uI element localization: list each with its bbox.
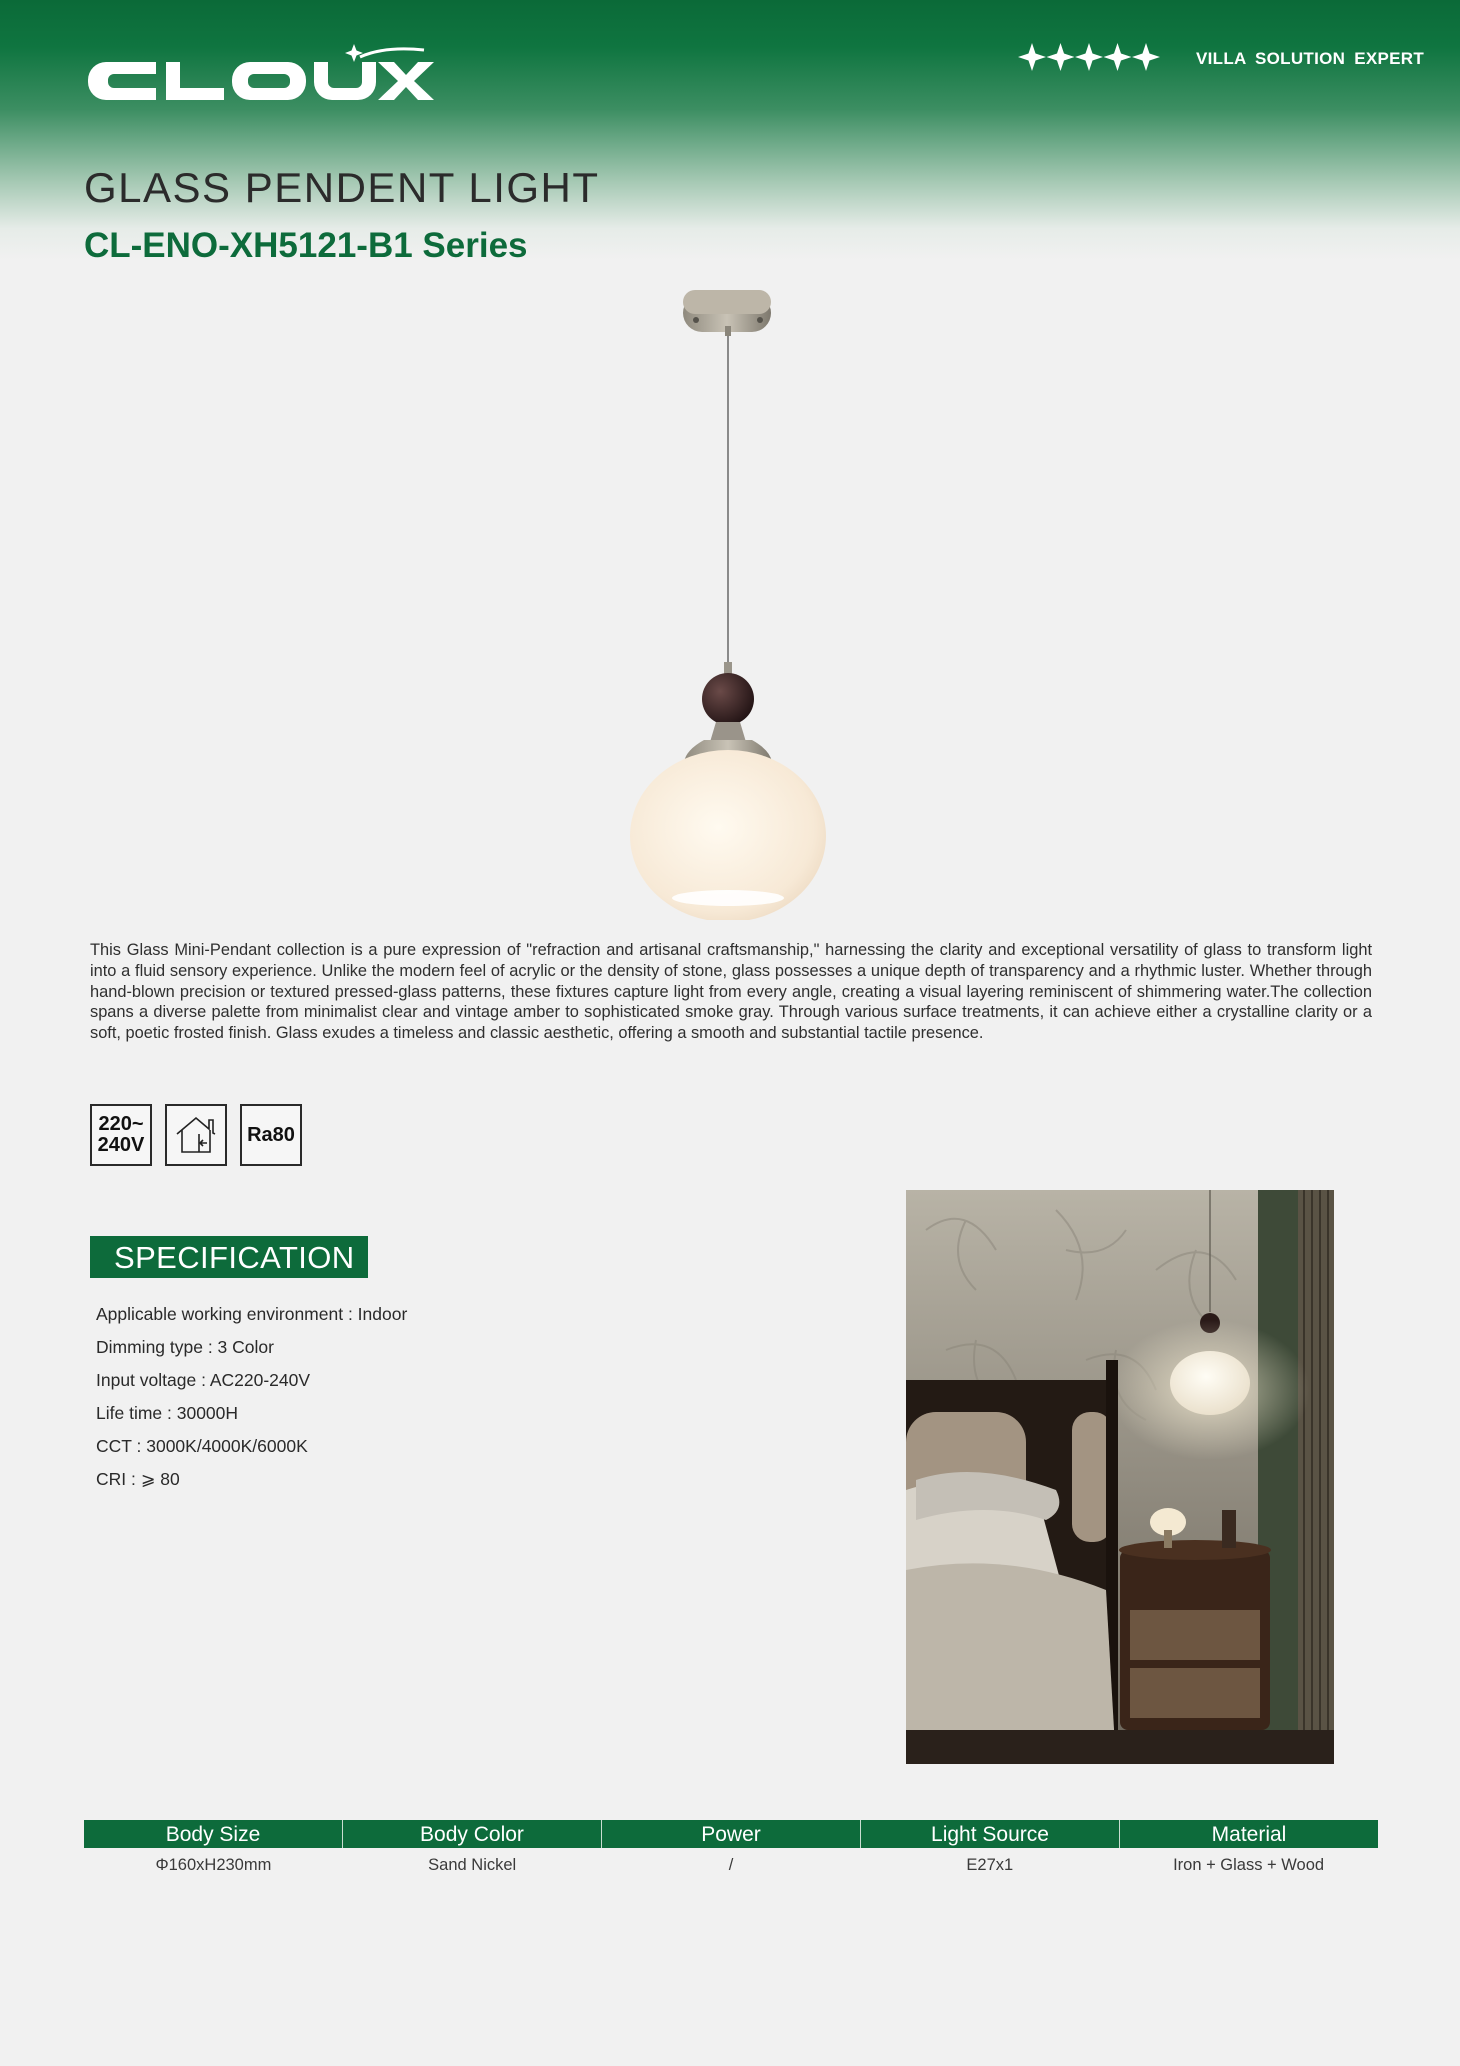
house-glyph — [173, 1114, 219, 1156]
tagline: VILLA SOLUTION EXPERT — [1196, 49, 1425, 68]
spec-item: Dimming type : 3 Color — [96, 1337, 274, 1357]
header-light-source: Light Source — [861, 1820, 1120, 1848]
spec-item: CRI : ⩾ 80 — [96, 1469, 180, 1489]
voltage-icon — [90, 1104, 152, 1166]
specification-heading: SPECIFICATION — [90, 1236, 368, 1278]
voltage-label: 220~ 240V — [97, 1113, 145, 1156]
cri-label: Ra80 — [247, 1123, 295, 1146]
cloux-logo — [84, 44, 436, 104]
spec-item: Applicable working environment : Indoor — [96, 1304, 408, 1324]
header-body-color: Body Color — [343, 1820, 602, 1848]
header-material: Material — [1211, 1823, 1287, 1846]
feature-icons — [90, 1104, 302, 1166]
header-body-size: Body Size — [84, 1820, 343, 1848]
value-power: / — [728, 1856, 734, 1874]
value-body-color: Sand Nickel — [428, 1856, 517, 1874]
value-material: Iron + Glass + Wood — [1173, 1856, 1325, 1874]
cri-icon — [240, 1104, 302, 1166]
spec-item: Input voltage : AC220-240V — [96, 1370, 311, 1390]
value-light-source: E27x1 — [966, 1856, 1014, 1874]
value-body-size: Φ160xH230mm — [155, 1856, 272, 1874]
five-star-rating — [1018, 40, 1160, 74]
header-power: Power — [602, 1820, 861, 1848]
spec-table-row — [84, 1856, 1378, 1875]
product-description: This Glass Mini-Pendant collection is a pure expression of "refraction and artisanal craftsmanship," harnessing the clarity and exceptional versatility of glass to transform light into a fluid sensory experience. Unlike the modern feel of acrylic or the density of stone, glass possesses a unique depth of transparency and a rhythmic luster. Whether through hand-blown precision or textured pressed-glass patterns, these fixtures capture light from every angle, creating a visual layering reminiscent of shimmering water.The collection spans a diverse palette from minimalist clear and vintage amber to sophisticated smoke gray. Through various surface treatments, it can achieve either a crystalline clarity or a soft, poetic frosted finish. Glass exudes a timeless and classic aesthetic, offering a smooth and substantial tactile presence. — [90, 941, 1372, 1043]
spec-table-header — [84, 1820, 1378, 1848]
indoor-house-icon — [165, 1104, 227, 1166]
header-band — [0, 0, 1460, 260]
spec-item: CCT : 3000K/4000K/6000K — [96, 1436, 308, 1456]
bedroom-scene-image — [906, 1190, 1334, 1764]
pendant-light-image — [600, 280, 860, 920]
product-title: GLASS PENDENT LIGHT — [84, 164, 600, 211]
specification-list — [96, 1302, 407, 1500]
product-series: CL-ENO-XH5121-B1 Series — [84, 226, 528, 265]
spec-item: Life time : 30000H — [96, 1403, 239, 1423]
